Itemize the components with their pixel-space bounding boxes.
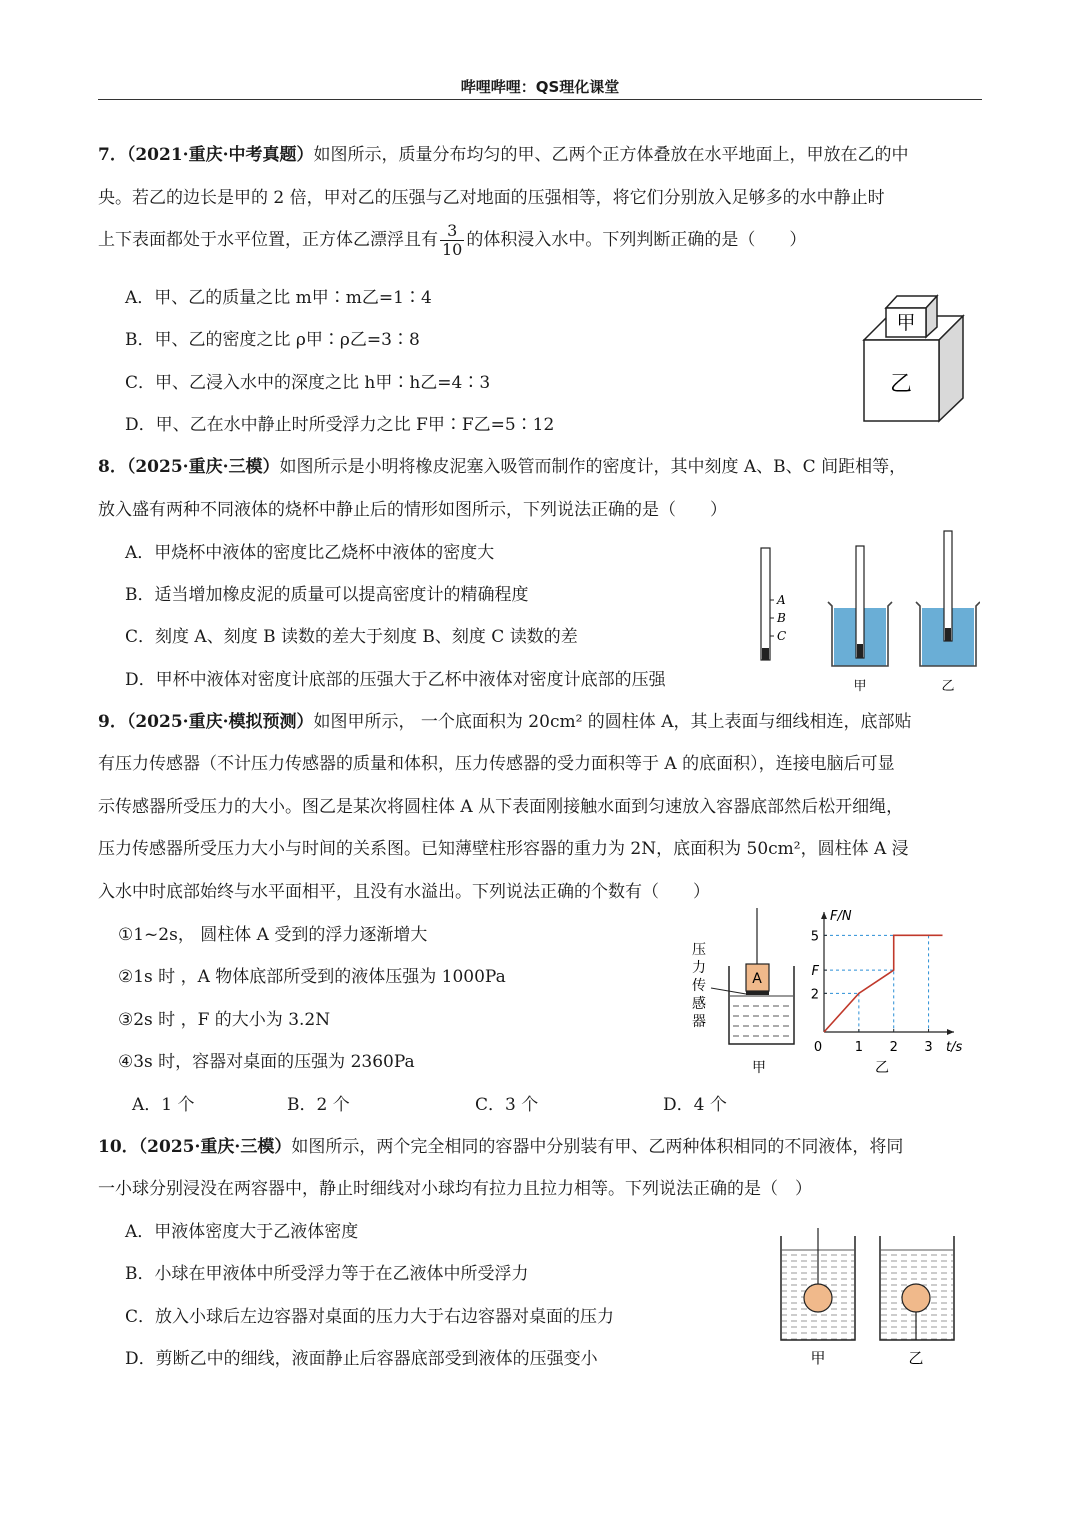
q7-frac-num: 3 [440, 222, 464, 241]
q7-line2: 央。若乙的边长是甲的 2 倍，甲对乙的压强与乙对地面的压强相等，将它们分别放入足够多的水中静止时 [98, 188, 885, 208]
q7-text3b: 的体积浸入水中。下列判断正确的是（ ） [466, 230, 807, 250]
beaker-yi-label: 乙 [941, 679, 955, 694]
page-header: 哔哩哔哩：QS理化课堂 [460, 78, 620, 96]
q9-option-d: D．4 个 [663, 1095, 727, 1115]
q8-hydrometer-figure [750, 528, 980, 698]
q7-line1 [98, 140, 909, 165]
container-figure-label: 甲 [752, 1060, 766, 1076]
sensor-label-1: 压 [692, 942, 706, 958]
q9-number: 9． [98, 712, 127, 732]
q8-text1: 如图所示是小明将橡皮泥塞入吸管而制作的密度计，其中刻度 A、B、C 间距相等， [279, 457, 907, 477]
hydrometer-in-yi [944, 531, 952, 641]
cylinder-a-label: A [752, 971, 762, 987]
cube-jia-label: 甲 [896, 312, 916, 334]
q7-source: （2021·重庆·中考真题） [126, 145, 314, 165]
q7-frac-den: 10 [442, 240, 463, 259]
q7-text3a: 上下表面都处于水平位置，正方体乙漂浮且有 [98, 230, 438, 250]
clay-in-jia [857, 644, 863, 658]
q10-option-b: B．小球在甲液体中所受浮力等于在乙液体中所受浮力 [125, 1264, 529, 1284]
y-tick-label: 5 [810, 929, 819, 945]
q9-line2: 有压力传感器（不计压力传感器的质量和体积，压力传感器的受力面积等于 A 的底面积），连接电脑后可显 [98, 754, 895, 774]
x-tick-label: 0 [813, 1040, 823, 1055]
y-tick-label: 2 [810, 987, 819, 1003]
x-tick-label: 3 [924, 1040, 933, 1055]
q9-line1 [98, 707, 911, 732]
q7-option-c: C．甲、乙浸入水中的深度之比 h甲∶h乙=4∶3 [125, 373, 491, 393]
container-yi-label: 乙 [908, 1349, 924, 1367]
q7-fraction [440, 222, 464, 259]
y-axis-label: F/N [830, 909, 852, 924]
q8-source: （2025·重庆·三模） [126, 457, 280, 477]
q9-line3: 示传感器所受压力的大小。图乙是某次将圆柱体 A 从下表面刚接触水面到匀速放入容器底部然后松开细绳， [98, 797, 904, 817]
header-rule [98, 99, 982, 100]
q10-option-a: A．甲液体密度大于乙液体密度 [125, 1222, 359, 1242]
q9-option-c: C．3 个 [475, 1095, 539, 1115]
q7-text1: 如图所示，质量分布均匀的甲、乙两个正方体叠放在水平地面上，甲放在乙的中 [313, 145, 909, 165]
q9-line5: 入水中时底部始终与水平面相平，且没有水溢出。下列说法正确的个数有（ ） [98, 882, 710, 902]
q10-source: （2025·重庆·三模） [138, 1137, 292, 1157]
q7-option-b: B．甲、乙的密度之比 ρ甲∶ρ乙=3∶8 [125, 330, 420, 350]
hydrometer-in-jia [856, 546, 864, 658]
x-tick-label: 1 [854, 1040, 863, 1055]
q9-container-figure [685, 908, 815, 1078]
q7-option-d: D．甲、乙在水中静止时所受浮力之比 F甲∶F乙=5∶12 [125, 415, 555, 435]
cube-yi-label: 乙 [889, 372, 913, 397]
q10-line1 [98, 1132, 903, 1157]
q10-text1: 如图所示，两个完全相同的容器中分别装有甲、乙两种体积相同的不同液体，将同 [291, 1137, 904, 1157]
q9-force-time-chart [810, 905, 970, 1075]
label-b: B [777, 611, 786, 625]
sensor-label-3: 传 [692, 978, 706, 994]
q8-option-b: B．适当增加橡皮泥的质量可以提高密度计的精确程度 [125, 585, 529, 605]
q8-option-a: A．甲烧杯中液体的密度比乙烧杯中液体的密度大 [125, 543, 495, 563]
q9-source: （2025·重庆·模拟预测） [126, 712, 314, 732]
sensor-label-5: 器 [692, 1014, 706, 1030]
q8-option-d: D．甲杯中液体对密度计底部的压强大于乙杯中液体对密度计底部的压强 [125, 670, 666, 690]
q9-option-b: B．2 个 [287, 1095, 350, 1115]
hydrometer-clay [762, 648, 769, 660]
q9-text1: 如图甲所示， 一个底面积为 20cm² 的圆柱体 A，其上表面与细线相连，底部贴 [313, 712, 912, 732]
q9-option-a: A．1 个 [132, 1095, 195, 1115]
q8-number: 8． [98, 457, 127, 477]
y-axis-arrow [821, 912, 827, 919]
chart-figure-label: 乙 [875, 1060, 889, 1075]
q7-option-a: A．甲、乙的质量之比 m甲∶m乙=1∶4 [125, 288, 432, 308]
water-dashes [733, 1006, 791, 1036]
q7-number: 7． [98, 145, 127, 165]
q10-line2: 一小球分别浸没在两容器中，静止时细线对小球均有拉力且拉力相等。下列说法正确的是（ ） [98, 1179, 812, 1199]
q9-statement-4: ④3s 时，容器对桌面的压强为 2360Pa [118, 1052, 415, 1072]
pressure-sensor [746, 991, 769, 995]
q9-statement-1: ①1~2s， 圆柱体 A 受到的浮力逐渐增大 [118, 925, 428, 945]
container-jia-label: 甲 [810, 1349, 826, 1367]
q7-line3 [98, 222, 806, 259]
q8-line2: 放入盛有两种不同液体的烧杯中静止后的情形如图所示，下列说法正确的是（ ） [98, 500, 727, 520]
x-tick-label: 2 [889, 1040, 898, 1055]
beaker-jia-label: 甲 [853, 679, 867, 694]
ball-yi [902, 1284, 930, 1312]
q10-containers-figure [770, 1228, 970, 1373]
label-a: A [777, 593, 786, 607]
label-c: C [777, 629, 787, 643]
ball-jia [804, 1284, 832, 1312]
q9-statement-2: ②1s 时 ，A 物体底部所受到的液体压强为 1000Pa [118, 967, 506, 987]
dashed-guides [824, 935, 929, 1032]
force-series-line [824, 935, 943, 1032]
q8-option-c: C．刻度 A、刻度 B 读数的差大于刻度 B、刻度 C 读数的差 [125, 627, 578, 647]
x-axis-arrow [947, 1029, 954, 1035]
q10-number: 10． [98, 1137, 139, 1157]
y-tick-label: F [811, 964, 819, 980]
q9-statement-3: ③2s 时 ，F 的大小为 3.2N [118, 1010, 331, 1030]
q10-option-d: D．剪断乙中的细线，液面静止后容器底部受到液体的压强变小 [125, 1349, 598, 1369]
q10-option-c: C．放入小球后左边容器对桌面的压力大于右边容器对桌面的压力 [125, 1307, 615, 1327]
sensor-label-4: 感 [692, 996, 706, 1012]
q8-line1 [98, 452, 906, 477]
sensor-label-2: 力 [692, 960, 706, 976]
x-axis-label: t/s [946, 1040, 963, 1055]
q9-line4: 压力传感器所受压力大小与时间的关系图。已知薄壁柱形容器的重力为 2N，底面积为 50cm²，圆柱体 A 浸 [98, 839, 909, 859]
hydrometer-tube [761, 548, 770, 660]
clay-in-yi [945, 628, 951, 641]
q7-cubes-figure [855, 285, 970, 425]
